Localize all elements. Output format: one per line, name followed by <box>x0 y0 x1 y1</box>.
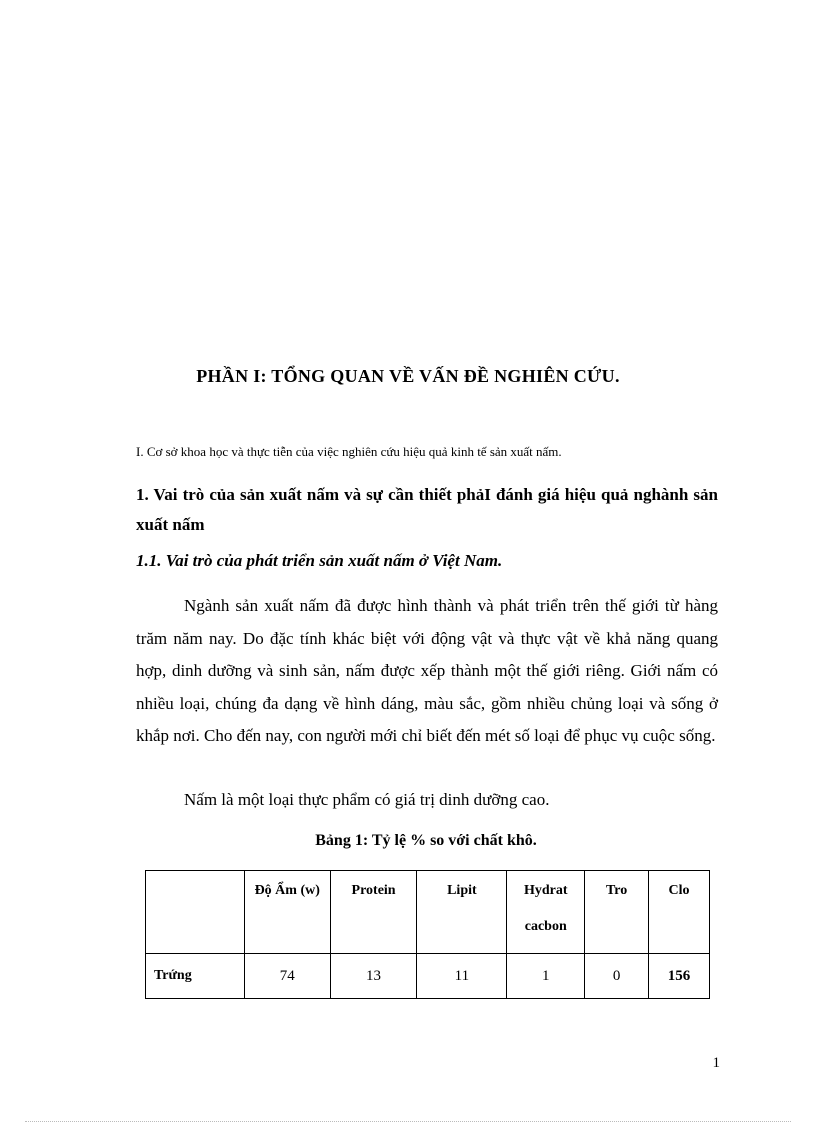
table-header-cell: Tro <box>585 871 649 954</box>
table-cell: 156 <box>649 954 710 999</box>
table-header-cell <box>146 871 245 954</box>
table-cell: 74 <box>244 954 330 999</box>
heading-1: 1. Vai trò của sản xuất nấm và sự cần thiết phảI đánh giá hiệu quả nghành sản xuất nấm <box>136 485 718 534</box>
section-heading-i: I. Cơ sở khoa học và thực tiễn của việc nghiên cứu hiệu quả kinh tế sản xuất nấm. <box>136 444 562 459</box>
nutrition-table <box>145 870 710 999</box>
part-title: PHẦN I: TỔNG QUAN VỀ VẤN ĐỀ NGHIÊN CỨU. <box>196 366 620 386</box>
page-number: 1 <box>712 1055 720 1071</box>
table-caption: Bảng 1: Tỷ lệ % so với chất khô. <box>315 832 537 849</box>
table-cell: 1 <box>507 954 585 999</box>
body-paragraph-2: Nấm là một loại thực phẩm có giá trị dinh dưỡng cao. <box>184 790 550 809</box>
table-header-row <box>146 871 710 954</box>
table-cell: 13 <box>330 954 417 999</box>
body-paragraph-1: Ngành sản xuất nấm đã được hình thành và phát triển trên thế giới từ hàng trăm năm nay. Do đặc tính khác biệt với động vật và thực vật về khả năng quang hợp, dinh dưỡng và sinh sản, nấm được xếp thành một thế giới riêng. Giới nấm có nhiều loại, chúng đa dạng về hình dáng, màu sắc, gồm nhiều chủng loại và sống ở khắp nơi. Cho đến nay, con người mới chỉ biết đến mét số loại để phục vụ cuộc sống. <box>136 596 718 745</box>
table-header-cell: Độ Ẩm (w) <box>244 871 330 954</box>
table-row <box>146 954 710 999</box>
table-header-cell: Protein <box>330 871 417 954</box>
heading-1-1: 1.1. Vai trò của phát triển sản xuất nấm ở Việt Nam. <box>136 551 503 570</box>
table-header-cell: Lipit <box>417 871 507 954</box>
table-cell: 0 <box>585 954 649 999</box>
page-bottom-divider <box>25 1121 791 1122</box>
table-header-cell: Hydrat cacbon <box>507 871 585 954</box>
table-row-label: Trứng <box>146 954 245 999</box>
table-header-cell: Clo <box>649 871 710 954</box>
table-cell: 11 <box>417 954 507 999</box>
